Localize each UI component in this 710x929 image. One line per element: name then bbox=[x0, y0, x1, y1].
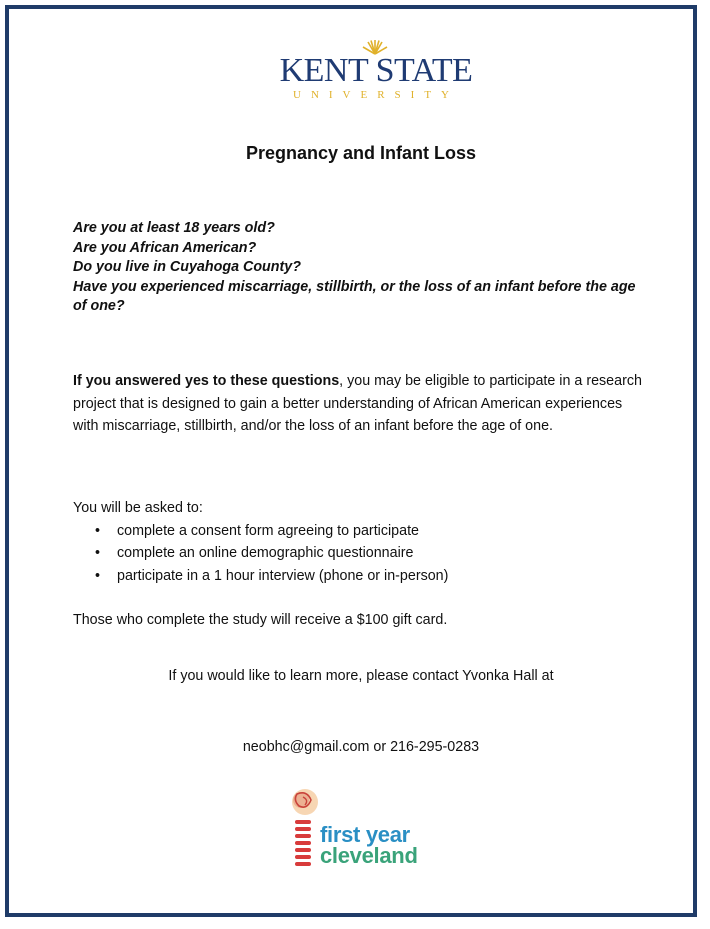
page-border bbox=[5, 5, 697, 917]
eligibility-body: , you may be eligible to participate in a research project that is designed to gain a better understanding of African American experiences with miscarriage, stillbirth, and/or the loss of an infant before the age of one. bbox=[73, 373, 642, 434]
eligibility-questions bbox=[73, 219, 643, 317]
contact-line: If you would like to learn more, please contact Yvonka Hall at bbox=[168, 668, 554, 684]
task-list bbox=[73, 520, 643, 588]
bullet: • bbox=[95, 545, 101, 561]
bullet: • bbox=[95, 567, 101, 584]
university-wordmark: UNIVERSITY bbox=[293, 89, 459, 101]
list-item: • complete a consent form agreeing to participate bbox=[95, 520, 643, 543]
task-section bbox=[73, 497, 643, 587]
gift-card-note: Those who complete the study will receive a $100 gift card. bbox=[73, 612, 448, 628]
question-ethnicity: Are you African American? bbox=[73, 239, 257, 256]
eligibility-paragraph bbox=[73, 370, 648, 438]
bullet: • bbox=[95, 522, 101, 539]
page-title: Pregnancy and Infant Loss bbox=[245, 143, 477, 163]
first-year-cleveland-emblem bbox=[285, 788, 321, 870]
first-year-cleveland-logo-line1: first year bbox=[320, 822, 410, 847]
task-intro: You will be asked to: bbox=[73, 500, 203, 516]
eligibility-lead: If you answered yes to these questions bbox=[73, 373, 340, 389]
first-year-cleveland-logo-line2: cleveland bbox=[320, 843, 418, 868]
question-age: Are you at least 18 years old? bbox=[73, 220, 275, 236]
question-loss: Have you experienced miscarriage, stillbirth, or the loss of an infant before the age of one? bbox=[73, 278, 636, 314]
question-county: Do you live in Cuyahoga County? bbox=[73, 259, 301, 275]
contact-details: neobhc@gmail.com or 216-295-0283 bbox=[242, 739, 480, 755]
list-item: • complete an online demographic questionnaire bbox=[95, 542, 643, 565]
list-item: • participate in a 1 hour interview (phone or in-person) bbox=[95, 565, 643, 588]
kent-state-logo: KENT STATE bbox=[279, 52, 473, 89]
